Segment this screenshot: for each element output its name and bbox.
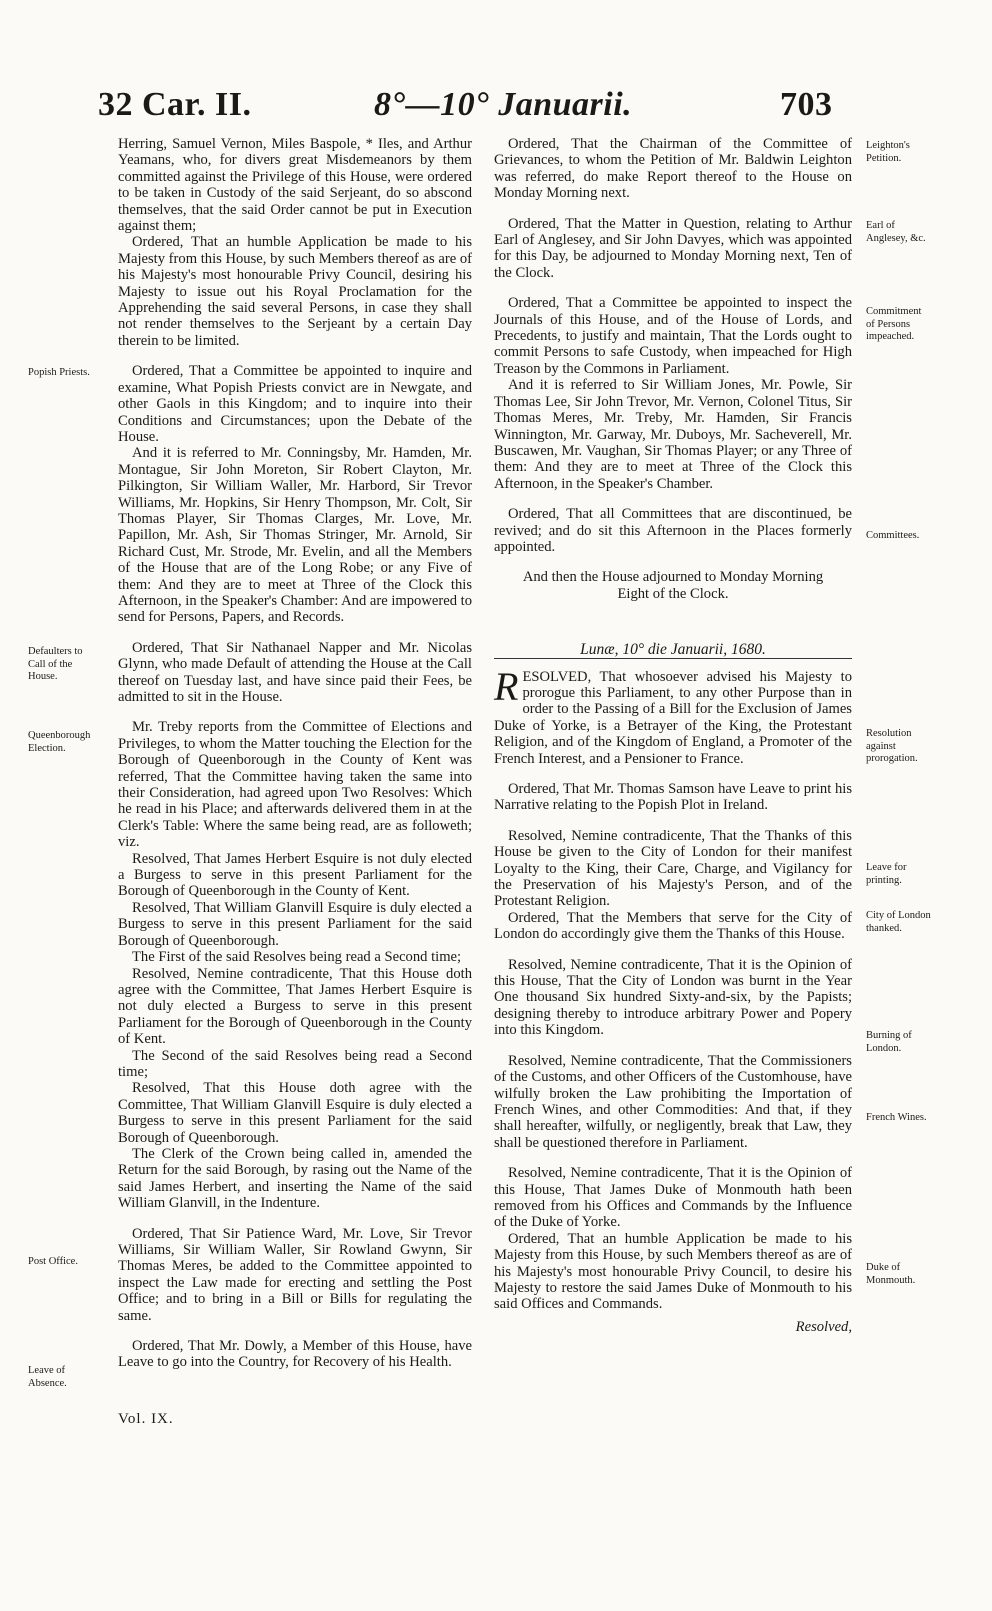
margin-note-leave-of-absence: Leave of Absence. — [28, 1365, 67, 1389]
margin-note-london-thanked: City of London thanked. — [866, 910, 931, 934]
paragraph: Resolved, That this House doth agree with the Committee, That William Glanvill Esquire is duly elected a Burgess to serve in this present Parliament for the said Borough of Queenborough. — [118, 1080, 472, 1146]
sitting-date-heading: Lunæ, 10° die Januarii, 1680. — [580, 641, 766, 659]
paragraph: And it is referred to Sir William Jones, Mr. Powle, Sir Thomas Lee, Sir John Trevor, Mr. Vernon, Colonel Titus, Sir Thomas Meres, Mr. Treby, Mr. Hamden, Sir Francis Winnington, Mr. Garway, Mr. Duboys, Mr. Sacheverell, Mr. Buscawen, Mr. Vaughan, Sir Thomas Player; or any Three of them: And they are to meet at Three of the Clock this Afternoon, in the Speaker's Chamber. — [494, 377, 852, 492]
paragraph: Ordered, That the Matter in Question, relating to Arthur Earl of Anglesey, and Sir John Davyes, which was appointed for this Day, be adjourned to Monday Morning next, Ten of the Clock. — [494, 215, 852, 281]
regnal-year-header: 32 Car. II. — [98, 86, 252, 123]
left-column — [118, 136, 472, 1371]
margin-note-printing: Leave for printing. — [866, 862, 907, 886]
paragraph: The Second of the said Resolves being read a Second time; — [118, 1047, 472, 1080]
paragraph: Ordered, That Sir Patience Ward, Mr. Love, Sir Trevor Williams, Sir William Waller, Sir Rowland Gwynn, Sir Thomas Meres, be added to the Committee appointed to inspect the Law made for erecting and settling the Post Office; and to bring in a Bill or Bills for regulating the same. — [118, 1225, 472, 1324]
date-header: 8°—10° Januarii. — [374, 86, 633, 123]
paragraph: Ordered, That a Committee be appointed to inquire and examine, What Popish Priests convict are in Newgate, and other Gaols in this Kingdom; and to inquire into their Conditions and Circumstances; upon the Debate of the House. — [118, 363, 472, 445]
section-divider-rule — [494, 658, 852, 659]
paragraph: Ordered, That a Committee be appointed to inspect the Journals of this House, and of the House of Lords, and Precedents, to justify and maintain, That the Lords ought to commit Persons to safe Custody, when impeached for High Treason by the Commons in Parliament. — [494, 295, 852, 377]
paragraph-text: ESOLVED, That whosoever advised his Majesty to prorogue this Parliament, to any other Purpose than in order to the Passing of a Bill for the Exclusion of James Duke of Yorke, is a Betrayer of the King, the Protestant Religion, and of the Kingdom of England, a Promoter of the French Interest, and a Pensioner to France. — [494, 668, 852, 767]
margin-note-anglesey: Earl of Anglesey, &c. — [866, 220, 926, 244]
paragraph: Ordered, That Mr. Thomas Samson have Leave to print his Narrative relating to the Popish Plot in Ireland. — [494, 781, 852, 814]
margin-note-committees: Committees. — [866, 530, 920, 541]
paragraph: Ordered, That an humble Application be made to his Majesty from this House, by such Members thereof as are of his Majesty's most honourable Privy Council, to desire his Majesty to restore the said James Duke of Monmouth to his said Offices and Commands. — [494, 1230, 852, 1313]
drop-cap: R — [494, 663, 519, 709]
paragraph: Resolved, Nemine contradicente, That the Thanks of this House be given to the City of London for their manifest Loyalty to the King, their Care, Charge, and Vigilancy for the Preservation of his Majesty's Person, and of the Protestant Religion. — [494, 827, 852, 910]
paragraph: Ordered, That all Committees that are discontinued, be revived; and do sit this Afternoon in the Places formerly appointed. — [494, 506, 852, 555]
paragraph: Herring, Samuel Vernon, Miles Baspole, * Iles, and Arthur Yeamans, who, for divers great Misdemeanors by them committed against the Privilege of this House, were ordered to be taken in Custody of the said Serjeant, do so abscond themselves, that the said Order cannot be put in Execution against them; — [118, 136, 472, 235]
paragraph: Ordered, That the Chairman of the Committee of Grievances, to whom the Petition of Mr. Baldwin Leighton was referred, do make Report thereof to the House on Monday Morning next. — [494, 136, 852, 202]
margin-note-monmouth: Duke of Monmouth. — [866, 1262, 916, 1286]
paragraph: The First of the said Resolves being read a Second time; — [132, 949, 462, 966]
paragraph: Ordered, That Sir Nathanael Napper and Mr. Nicolas Glynn, who made Default of attending the House at the Call thereof on Tuesday last, and have since paid their Fees, be admitted to sit in the House. — [118, 639, 472, 705]
paragraph: Resolved, That James Herbert Esquire is not duly elected a Burgess to serve in this present Parliament for the Borough of Queenborough in the County of Kent. — [118, 850, 472, 900]
spacer — [494, 602, 852, 628]
margin-note-post-office: Post Office. — [28, 1256, 78, 1267]
right-column — [494, 136, 852, 1350]
adjournment-line: And then the House adjourned to Monday Morning Eight of the Clock. — [522, 569, 824, 602]
paragraph: Resolved, Nemine contradicente, That the Commissioners of the Customs, and other Officers of the Customhouse, have wilfully broken the Law prohibiting the Importation of French Wines, and other Commodities: And that, if they shall hereafter, wilfully, or negligently, break that Law, they shall be questioned therefore in Parliament. — [494, 1052, 852, 1151]
margin-note-prorogation: Resolution against prorogation. — [866, 728, 918, 764]
paragraph: The Clerk of the Crown being called in, amended the Return for the said Borough, by rasing out the Name of the said James Herbert, and inserting the Name of the said William Glanvill, in the Indenture. — [118, 1145, 472, 1212]
paragraph: Ordered, That the Members that serve for the City of London do accordingly give them the Thanks of this House. — [494, 909, 852, 943]
margin-note-burning: Burning of London. — [866, 1030, 912, 1054]
paragraph: And it is referred to Mr. Conningsby, Mr. Hamden, Mr. Montague, Sir John Moreton, Sir Robert Clayton, Mr. Pilkington, Sir William Waller, Mr. Harbord, Sir Trevor Williams, Mr. Hopkins, Sir Henry Thompson, Mr. Colt, Sir Thomas Player, Sir Thomas Clarges, Mr. Love, Mr. Papillon, Mr. Ash, Sir Thomas Stringer, Mr. Arnold, Sir Richard Cust, Mr. Strode, Mr. Evelin, and all the Members of the House that are of the Long Robe; or any Five of them: And they are to meet at Three of the Clock this Afternoon, in the Speaker's Chamber: And are impowered to send for Persons, Papers, and Records. — [118, 445, 472, 626]
margin-note-commitment: Commitment of Persons impeached. — [866, 306, 922, 342]
paragraph: Ordered, That an humble Application be made to his Majesty from this House, by such Members thereof as are of his Majesty's most honourable Privy Council, desiring his Majesty to issue out his Royal Proclamation for the Apprehending the said several Persons, in case they shall not render themselves to the Serjeant by a certain Day therein to be limited. — [118, 234, 472, 349]
catchword: Resolved, — [795, 1318, 852, 1335]
paragraph: Resolved, Nemine contradicente, That it is the Opinion of this House, That James Duke of Monmouth hath been removed from his Offices and Commands by the Influence of the Duke of Yorke. — [494, 1165, 852, 1231]
paragraph: Ordered, That Mr. Dowly, a Member of this House, have Leave to go into the Country, for Recovery of his Health. — [118, 1338, 472, 1371]
margin-note-defaulters: Defaulters to Call of the House. — [28, 646, 83, 682]
margin-note-queenborough: Queenborough Election. — [28, 730, 91, 754]
page-number: 703 — [780, 86, 833, 123]
paragraph — [494, 663, 852, 767]
margin-note-french-wines: French Wines. — [866, 1112, 927, 1123]
paragraph: Resolved, That William Glanvill Esquire is duly elected a Burgess to serve in this present Parliament for the said Borough of Queenborough. — [118, 899, 472, 949]
paragraph: Resolved, Nemine contradicente, That it is the Opinion of this House, That the City of London was burnt in the Year One thousand Six hundred Sixty-and-six, by the Papists; designing thereby to introduce arbitrary Power and Popery into this Kingdom. — [494, 956, 852, 1039]
margin-note-leighton: Leighton's Petition. — [866, 140, 910, 164]
paragraph: Resolved, Nemine contradicente, That this House doth agree with the Committee, That James Herbert Esquire is not duly elected a Burgess to serve in this present Parliament for the Borough of Queenborough in the County of Kent. — [118, 965, 472, 1048]
margin-note-popish-priests: Popish Priests. — [28, 367, 90, 378]
paragraph: Mr. Treby reports from the Committee of Elections and Privileges, to whom the Matter touching the Election for the Borough of Queenborough in the County of Kent was referred, That the Committee having taken the same into their Consideration, had agreed upon Two Resolves: Which he read in his Place; and afterwards delivered them in at the Clerk's Table: Where the same being read, are as followeth; viz. — [118, 719, 472, 851]
volume-signature: Vol. IX. — [118, 1411, 174, 1427]
